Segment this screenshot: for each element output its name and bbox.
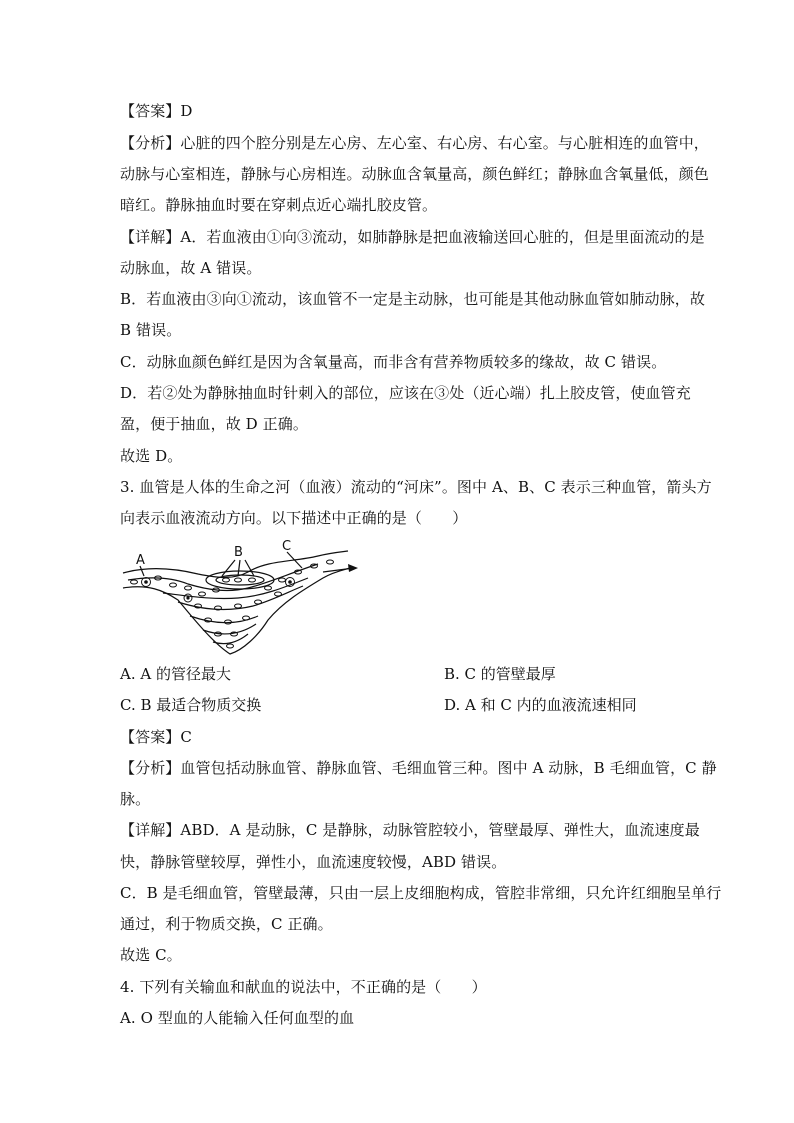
detail-line: 盈，便于抽血，故 D 正确。 <box>120 415 308 433</box>
detail-line: 快，静脉管壁较厚，弹性小，血流速度较慢，ABD 错误。 <box>120 853 507 871</box>
detail-line: 【详解】ABD．A 是动脉，C 是静脉，动脉管腔较小，管壁最厚、弹性大，血流速度最 <box>120 821 700 839</box>
blood-vessel-diagram <box>118 538 363 663</box>
conclusion-line: 故选 D。 <box>120 447 183 465</box>
analysis-line: 暗红。静脉抽血时要在穿刺点近心端扎胶皮管。 <box>120 196 438 214</box>
answer-line: 【答案】D <box>120 102 193 120</box>
analysis-line: 脉。 <box>120 790 151 808</box>
option-b: B. C 的管壁最厚 <box>444 665 556 683</box>
answer-line: 【答案】C <box>120 728 192 746</box>
option-d: D. A 和 C 内的血液流速相同 <box>444 696 637 714</box>
detail-line: 【详解】A．若血液由①向③流动，如肺静脉是把血液输送回心脏的，但是里面流动的是 <box>120 228 705 246</box>
conclusion-line: 故选 C。 <box>120 946 182 964</box>
question-3-stem: 向表示血液流动方向。以下描述中正确的是（ ） <box>120 509 468 527</box>
option-c: C. B 最适合物质交换 <box>120 696 262 714</box>
analysis-line: 【分析】心脏的四个腔分别是左心房、左心室、右心房、右心室。与心脏相连的血管中， <box>120 134 709 152</box>
label-b: B <box>234 545 243 560</box>
analysis-line: 【分析】血管包括动脉血管、静脉血管、毛细血管三种。图中 A 动脉，B 毛细血管，C 静 <box>120 759 717 777</box>
detail-line: B．若血液由③向①流动，该血管不一定是主动脉，也可能是其他动脉血管如肺动脉，故 <box>120 290 705 308</box>
detail-line: 通过，利于物质交换，C 正确。 <box>120 915 333 933</box>
label-c: C <box>282 539 292 554</box>
blood-vessel-figure <box>118 538 363 663</box>
question-3-stem: 3. 血管是人体的生命之河（血液）流动的“河床”。图中 A、B、C 表示三种血管，箭头方 <box>120 478 712 496</box>
detail-line: C．B 是毛细血管，管壁最薄，只由一层上皮细胞构成，管腔非常细，只允许红细胞呈单行 <box>120 884 722 902</box>
detail-line: 动脉血，故 A 错误。 <box>120 259 262 277</box>
label-a: A <box>136 553 145 568</box>
detail-line: C．动脉血颜色鲜红是因为含氧量高，而非含有营养物质较多的缘故，故 C 错误。 <box>120 353 667 371</box>
option-a: A. A 的管径最大 <box>120 665 231 683</box>
question-4-stem: 4. 下列有关输血和献血的说法中，不正确的是（ ） <box>120 978 487 996</box>
analysis-line: 动脉与心室相连，静脉与心房相连。动脉血含氧量高，颜色鲜红；静脉血含氧量低，颜色 <box>120 165 709 183</box>
detail-line: D．若②处为静脉抽血时针刺入的部位，应该在③处（近心端）扎上胶皮管，使血管充 <box>120 384 691 402</box>
detail-line: B 错误。 <box>120 321 182 339</box>
question-4-option-a: A. O 型血的人能输入任何血型的血 <box>120 1009 355 1027</box>
